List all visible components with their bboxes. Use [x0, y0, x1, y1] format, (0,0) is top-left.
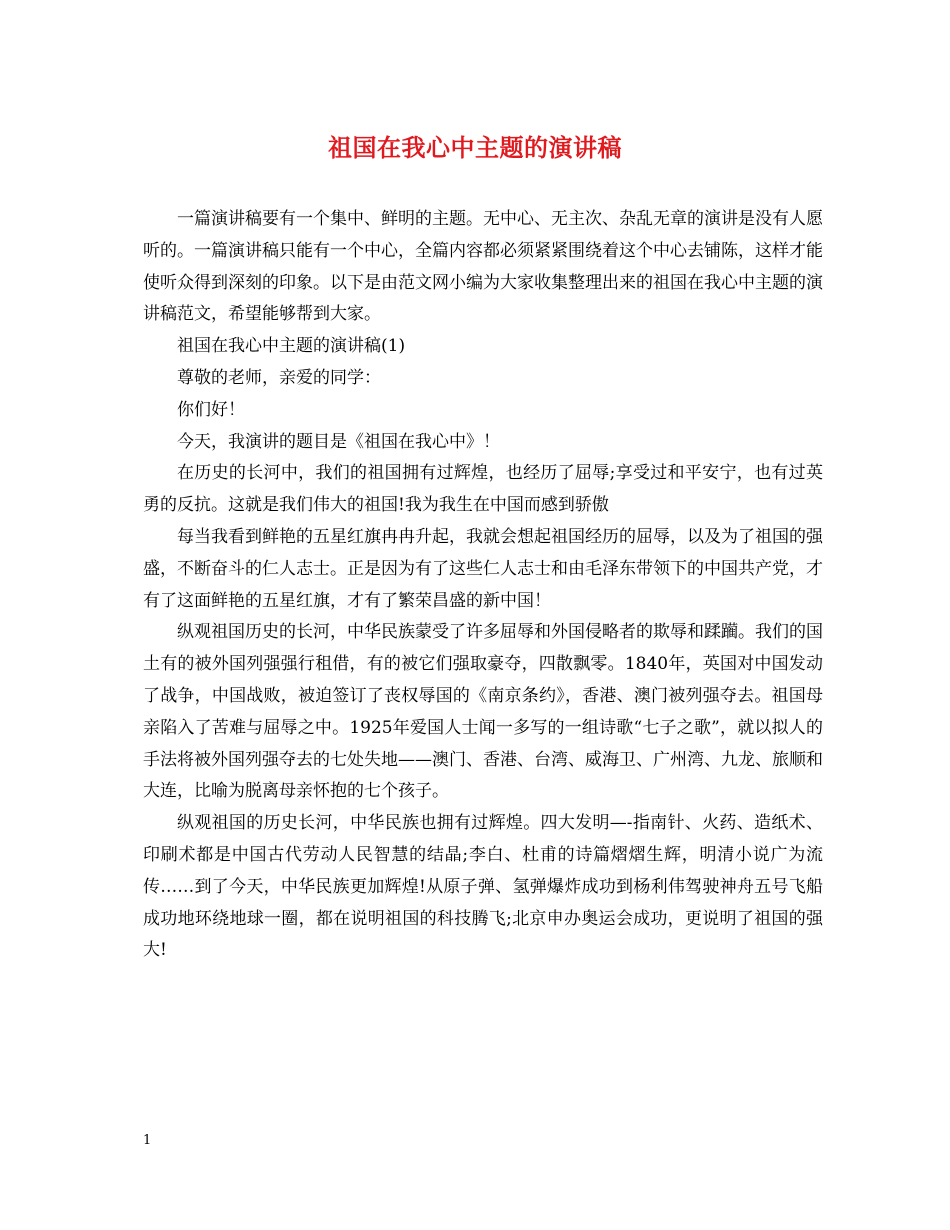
paragraph-history: 在历史的长河中，我们的祖国拥有过辉煌，也经历了屈辱;享受过和平安宁，也有过英勇的反抗。这就是我们伟大的祖国!我为我生在中国而感到骄傲: [143, 463, 823, 516]
paragraph-intro: 一篇演讲稿要有一个集中、鲜明的主题。无中心、无主次、杂乱无章的演讲是没有人愿听的。一篇演讲稿只能有一个中心，全篇内容都必须紧紧围绕着这个中心去铺陈，这样才能使听众得到深刻的印象。以下是由范文网小编为大家收集整理出来的祖国在我心中主题的演讲稿范文，希望能够帮到大家。: [143, 209, 823, 325]
document-body: [143, 204, 823, 967]
paragraph-greeting: 你们好！: [177, 399, 245, 420]
paragraph-flag: 每当我看到鲜艳的五星红旗冉冉升起，我就会想起祖国经历的屈辱，以及为了祖国的强盛，不断奋斗的仁人志士。正是因为有了这些仁人志士和由毛泽东带领下的中国共产党，才有了这面鲜艳的五星红旗，才有了繁荣昌盛的新中国！: [143, 526, 823, 611]
page-number: 1: [143, 1133, 152, 1148]
document-title: 祖国在我心中主题的演讲稿: [328, 133, 622, 162]
paragraph-salutation: 尊敬的老师，亲爱的同学：: [177, 367, 381, 388]
paragraph-humiliation: 纵观祖国历史的长河，中华民族蒙受了许多屈辱和外国侵略者的欺辱和蹂躏。我们的国土有的被外国列强强行租借，有的被它们强取豪夺，四散飘零。1840年，英国对中国发动了战争，中国战败，被迫签订了丧权辱国的《南京条约》，香港、澳门被列强夺去。祖国母亲陷入了苦难与屈辱之中。1925年爱国人士闻一多写的一组诗歌“七子之歌”，就以拟人的手法将被外国列强夺去的七处失地——澳门、香港、台湾、威海卫、广州湾、九龙、旅顺和大连，比喻为脱离母亲怀抱的七个孩子。: [143, 622, 823, 802]
paragraph-glory: 纵观祖国的历史长河，中华民族也拥有过辉煌。四大发明—-指南针、火药、造纸术、印刷术都是中国古代劳动人民智慧的结晶;李白、杜甫的诗篇熠熠生辉，明清小说广为流传……到了今天，中华民族更加辉煌!从原子弹、氢弹爆炸成功到杨利伟驾驶神舟五号飞船成功地环绕地球一圈，都在说明祖国的科技腾飞;北京申办奥运会成功，更说明了祖国的强大!: [143, 813, 823, 961]
paragraph-speech-heading: 祖国在我心中主题的演讲稿(1): [177, 336, 406, 357]
paragraph-topic: 今天，我演讲的题目是《祖国在我心中》！: [177, 431, 500, 452]
